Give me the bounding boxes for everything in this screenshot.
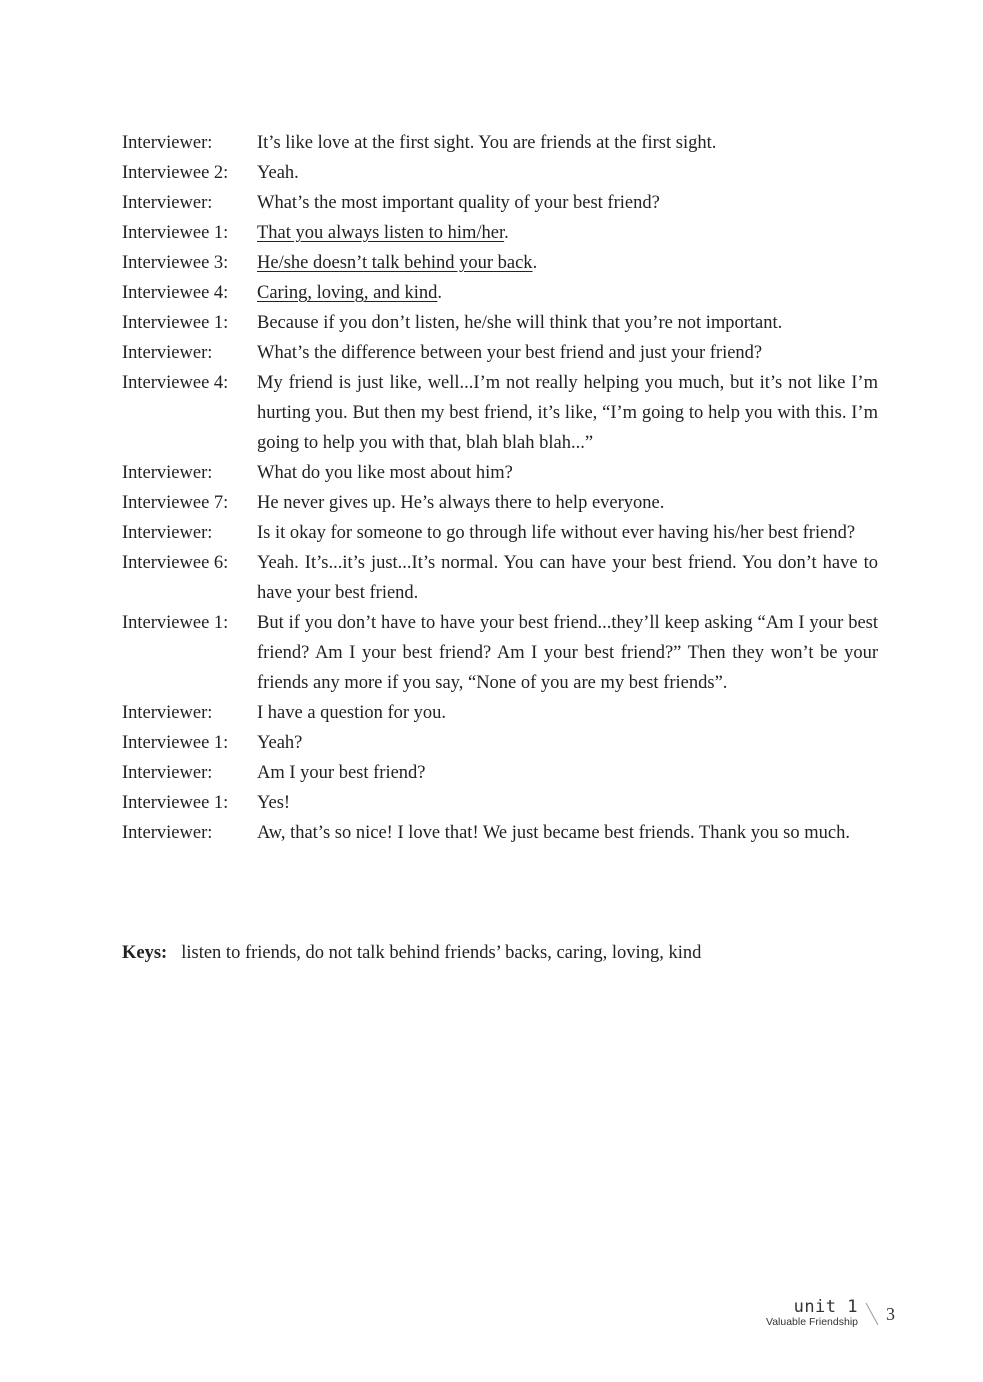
speech-text: But if you don’t have to have your best friend...they’ll keep asking “Am I your best friend? Am I your best friend? Am I your best friend?” Then they won’t be your friends any more if you say, “None of you are my best friends”. xyxy=(257,613,878,693)
dialogue-turn xyxy=(122,128,878,158)
speech-text xyxy=(257,218,878,248)
underlined-answer: Caring, loving, and kind xyxy=(257,283,438,303)
speech-text: What’s the most important quality of your best friend? xyxy=(257,193,660,213)
dialogue-turn xyxy=(122,368,878,458)
dialogue-turn xyxy=(122,158,878,188)
page-footer xyxy=(766,1296,895,1332)
dialogue-turn xyxy=(122,518,878,548)
answer-keys xyxy=(122,938,701,968)
speech-text: Is it okay for someone to go through life without ever having his/her best friend? xyxy=(257,523,856,543)
speaker-label: Interviewer: xyxy=(122,343,213,363)
answer-punctuation: . xyxy=(532,253,538,273)
speech-text: I have a question for you. xyxy=(257,703,447,723)
dialogue-turn xyxy=(122,248,878,278)
dialogue-turn xyxy=(122,788,878,818)
speech-text: Yeah? xyxy=(257,733,303,753)
dialogue-turn xyxy=(122,278,878,308)
answer-punctuation: . xyxy=(504,223,509,243)
speech-text: It’s like love at the first sight. You are friends at the first sight. xyxy=(257,133,717,153)
speech-text: Aw, that’s so nice! I love that! We just became best friends. Thank you so much. xyxy=(257,823,850,843)
speaker-label: Interviewee 4: xyxy=(122,373,229,393)
speech-text: He never gives up. He’s always there to help everyone. xyxy=(257,493,665,513)
speaker-label: Interviewee 1: xyxy=(122,313,229,333)
dialogue-turn xyxy=(122,608,878,698)
speech-text: Yeah. xyxy=(257,163,299,183)
dialogue-turn xyxy=(122,458,878,488)
transcript xyxy=(122,128,878,848)
keys-text: listen to friends, do not talk behind friends’ backs, caring, loving, kind xyxy=(181,943,702,963)
dialogue-turn xyxy=(122,758,878,788)
speaker-label: Interviewee 1: xyxy=(122,613,229,633)
speaker-label: Interviewee 7: xyxy=(122,493,229,513)
speaker-label: Interviewer: xyxy=(122,823,213,843)
speaker-label: Interviewee 2: xyxy=(122,163,229,183)
speech-text xyxy=(257,248,878,278)
speaker-label: Interviewer: xyxy=(122,763,213,783)
speaker-label: Interviewer: xyxy=(122,133,213,153)
unit-title: Valuable Friendship xyxy=(765,1316,858,1328)
speech-text: Yeah. It’s...it’s just...It’s normal. You can have your best friend. You don’t have to have your best friend. xyxy=(257,553,878,603)
dialogue-turn xyxy=(122,488,878,518)
speaker-label: Interviewer: xyxy=(122,523,213,543)
speaker-label: Interviewer: xyxy=(122,463,213,483)
speech-text: What do you like most about him? xyxy=(257,463,513,483)
underlined-answer: He/she doesn’t talk behind your back xyxy=(257,253,533,273)
dialogue-turn xyxy=(122,728,878,758)
speaker-label: Interviewee 3: xyxy=(122,253,229,273)
dialogue-turn xyxy=(122,218,878,248)
dialogue-turn xyxy=(122,338,878,368)
speaker-label: Interviewee 4: xyxy=(122,283,229,303)
speech-text xyxy=(257,278,878,308)
underlined-answer: That you always listen to him/her xyxy=(257,223,505,243)
footer-separator xyxy=(864,1299,880,1329)
speaker-label: Interviewee 1: xyxy=(122,733,229,753)
speaker-label: Interviewer: xyxy=(122,193,213,213)
unit-caption xyxy=(766,1299,858,1329)
dialogue-turn xyxy=(122,308,878,338)
answer-punctuation: . xyxy=(437,283,442,303)
keys-label: Keys: xyxy=(122,943,168,963)
dialogue-turn xyxy=(122,188,878,218)
speaker-label: Interviewee 1: xyxy=(122,223,229,243)
speech-text: Am I your best friend? xyxy=(257,763,426,783)
speaker-label: Interviewee 1: xyxy=(122,793,229,813)
unit-label: unit 1 xyxy=(793,1297,858,1317)
speech-text: My friend is just like, well...I’m not really helping you much, but it’s not like I’m hurting you. But then my best friend, it’s like, “I’m going to help you with this. I’m going to help you with that, blah blah blah...” xyxy=(257,373,878,453)
speaker-label: Interviewee 6: xyxy=(122,553,229,573)
speaker-label: Interviewer: xyxy=(122,703,213,723)
speech-text: Because if you don’t listen, he/she will think that you’re not important. xyxy=(257,313,783,333)
page-number: 3 xyxy=(886,1303,895,1324)
dialogue-turn xyxy=(122,698,878,728)
speech-text: What’s the difference between your best friend and just your friend? xyxy=(257,343,763,363)
speech-text: Yes! xyxy=(257,793,291,813)
dialogue-turn xyxy=(122,818,878,848)
dialogue-turn xyxy=(122,548,878,608)
